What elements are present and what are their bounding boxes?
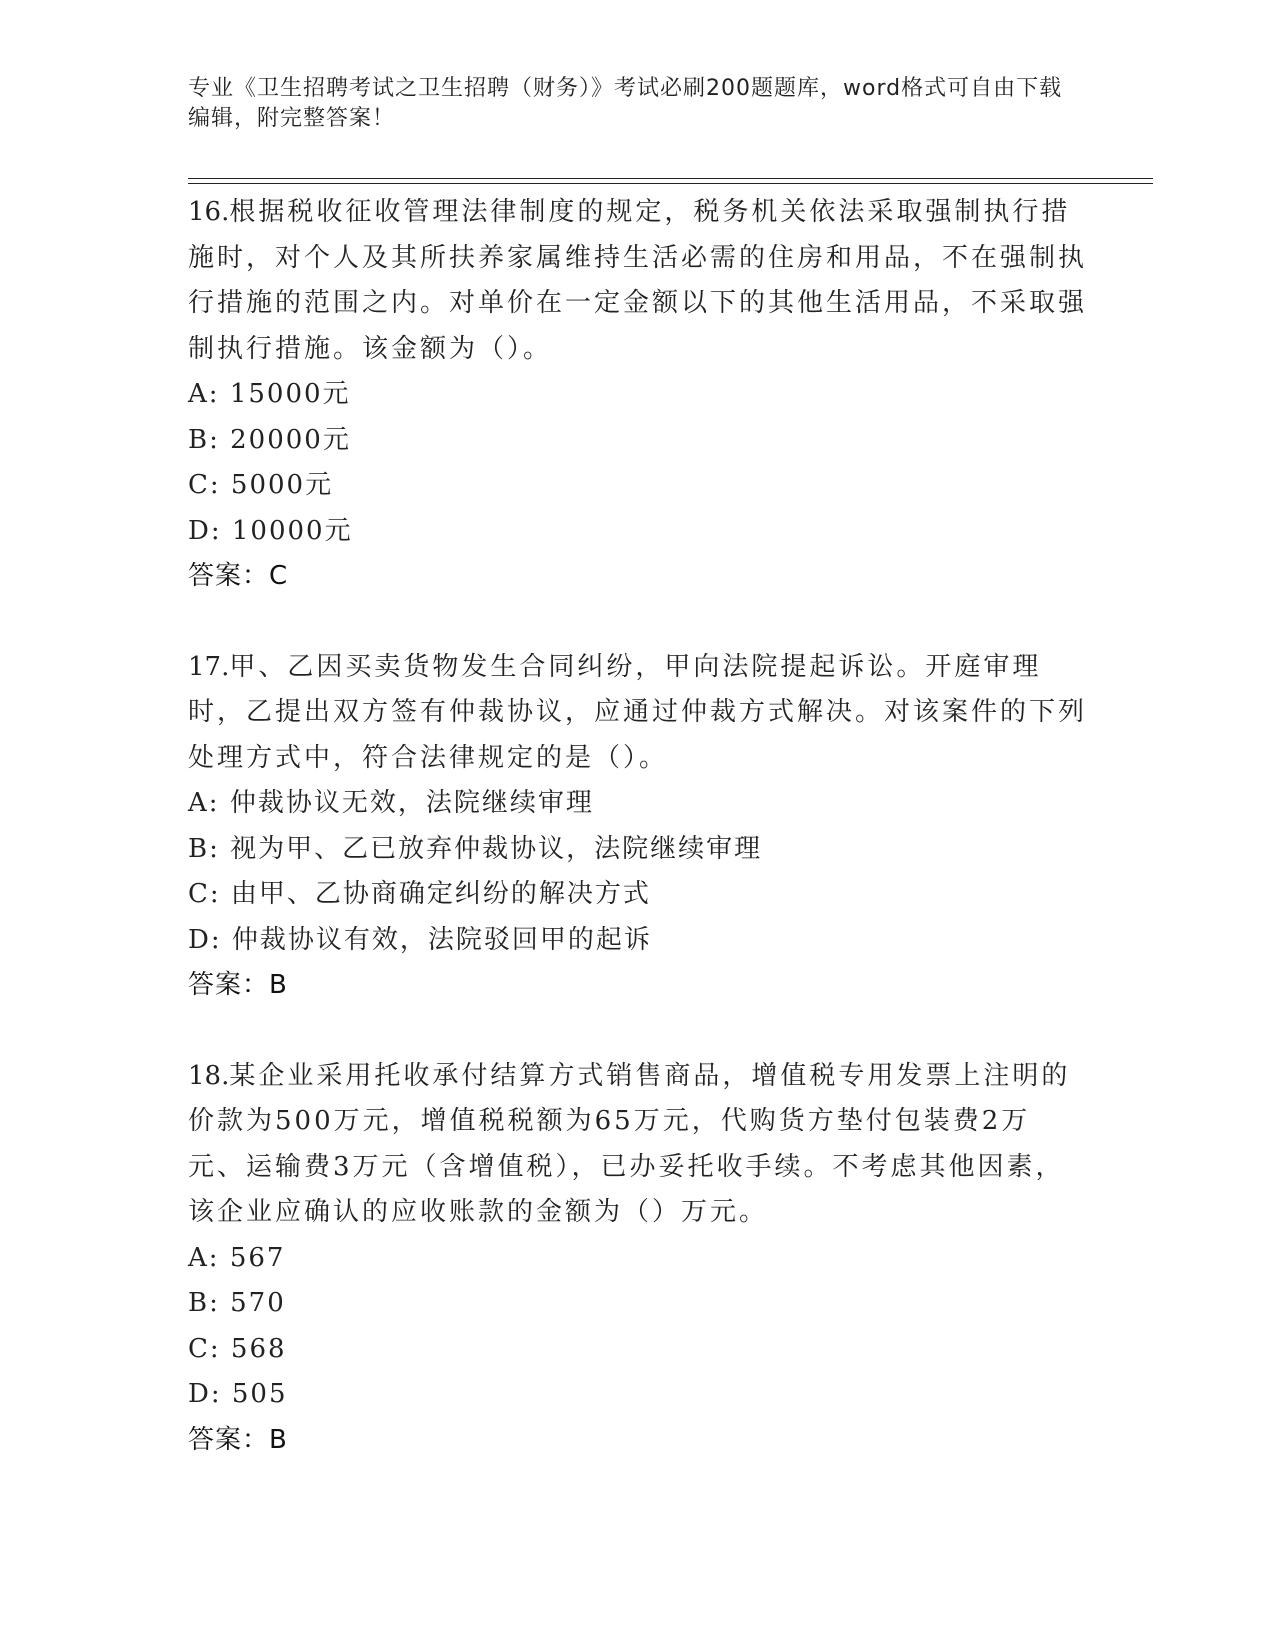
option-text: 570 — [230, 1288, 286, 1318]
option-b — [188, 1281, 1088, 1327]
option-label: C: — [188, 879, 221, 909]
option-text: 568 — [230, 1333, 287, 1364]
question-list — [188, 190, 1088, 1508]
option-text: 10000元 — [231, 515, 353, 546]
option-b — [188, 418, 1088, 464]
question-text: 根据税收征收管理法律制度的规定，税务机关依法采取强制执行措施时，对个人及其所扶养家属维持生活必需的住房和用品，不在强制执行措施的范围之内。对单价在一定金额以下的其他生活用品，不采取强制执行措施。该金额为（）。 — [188, 197, 1088, 364]
option-a — [188, 372, 1088, 418]
option-label: A: — [188, 379, 220, 409]
option-label: A: — [188, 1242, 220, 1273]
option-c — [188, 463, 1088, 509]
option-label: D: — [188, 515, 222, 546]
document-header: 专业《卫生招聘考试之卫生招聘（财务）》考试必刷200题题库，word格式可自由下载编辑，附完整答案！ — [188, 76, 1063, 131]
answer-line — [188, 963, 1088, 1009]
question-17 — [188, 645, 1088, 1009]
option-c — [188, 872, 1088, 918]
answer-label: 答案： — [188, 1424, 270, 1455]
option-text: 567 — [229, 1242, 286, 1273]
option-label: A: — [188, 788, 220, 818]
option-label: B: — [188, 424, 220, 455]
option-text: 仲裁协议有效，法院驳回甲的起诉 — [231, 924, 652, 955]
question-stem — [188, 645, 1088, 782]
option-d — [188, 918, 1088, 964]
answer-line — [188, 554, 1088, 600]
option-c — [188, 1327, 1088, 1373]
option-label: D: — [188, 1379, 222, 1409]
option-text: 5000元 — [230, 470, 334, 500]
answer-label: 答案： — [188, 561, 270, 591]
option-text: 15000元 — [229, 379, 351, 409]
question-text: 某企业采用托收承付结算方式销售商品，增值税专用发票上注明的价款为500万元，增值税税额为65万元，代购货方垫付包装费2万元、运输费3万元（含增值税），已办妥托收手续。不考虑其他因素，该企业应确认的应收账款的金额为（）万元。 — [188, 1060, 1071, 1227]
option-label: C: — [188, 1333, 221, 1364]
answer-value: C — [269, 561, 289, 591]
answer-line — [188, 1418, 1088, 1464]
option-text: 505 — [231, 1379, 288, 1409]
option-text: 仲裁协议无效，法院继续审理 — [229, 788, 594, 818]
question-number: 16. — [188, 197, 230, 227]
option-label: D: — [188, 924, 222, 955]
question-18 — [188, 1054, 1088, 1464]
question-stem — [188, 190, 1088, 372]
answer-value: B — [269, 970, 288, 1000]
answer-value: B — [269, 1424, 288, 1455]
question-number: 17. — [188, 651, 230, 682]
option-d — [188, 1372, 1088, 1418]
option-b — [188, 827, 1088, 873]
answer-label: 答案： — [188, 970, 270, 1000]
option-a — [188, 781, 1088, 827]
question-stem — [188, 1054, 1088, 1236]
option-d — [188, 509, 1088, 555]
option-label: B: — [188, 1288, 220, 1318]
option-a — [188, 1236, 1088, 1282]
option-label: C: — [188, 470, 221, 500]
option-text: 20000元 — [230, 424, 351, 455]
option-label: B: — [188, 833, 220, 864]
option-text: 由甲、乙协商确定纠纷的解决方式 — [230, 879, 651, 909]
option-text: 视为甲、乙已放弃仲裁协议，法院继续审理 — [230, 833, 763, 864]
question-16 — [188, 190, 1088, 600]
question-text: 甲、乙因买卖货物发生合同纠纷，甲向法院提起诉讼。开庭审理时，乙提出双方签有仲裁协议，应通过仲裁方式解决。对该案件的下列处理方式中，符合法律规定的是（）。 — [188, 651, 1088, 773]
question-number: 18. — [188, 1060, 230, 1091]
header-divider — [188, 178, 1153, 184]
